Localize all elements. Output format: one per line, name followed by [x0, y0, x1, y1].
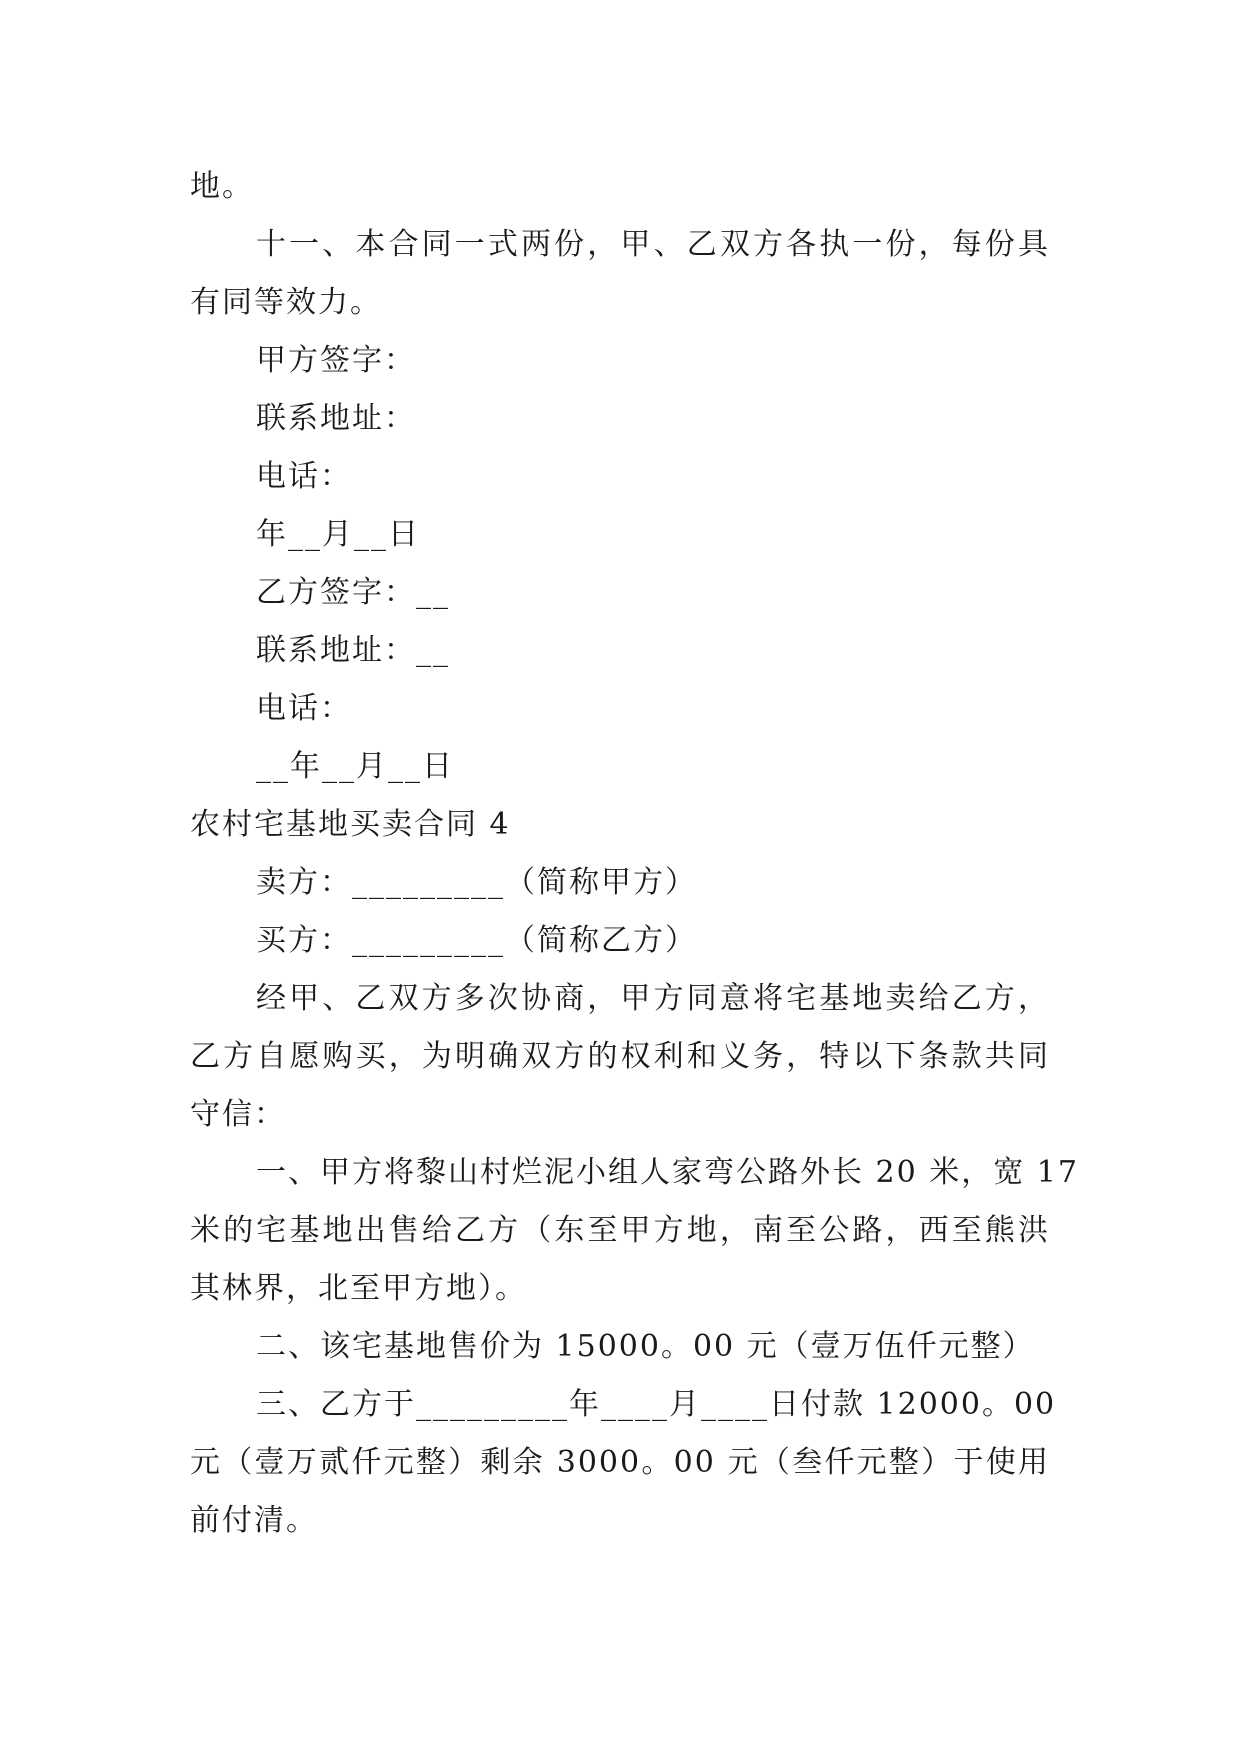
party-a-date-line: 年__月__日	[256, 517, 420, 552]
party-a-address-label: 联系地址：	[256, 401, 416, 436]
party-b-phone-label: 电话：	[256, 691, 352, 726]
document-page	[190, 158, 1079, 1550]
clause-eleven: 十一、本合同一式两份，甲、乙双方各执一份，每份具	[256, 227, 1050, 262]
party-b-signature-label: 乙方签字：__	[256, 575, 450, 610]
paragraph-continuation: 地。	[190, 169, 254, 204]
clause-three-line-3: 前付清。	[190, 1503, 318, 1538]
contract-title: 农村宅基地买卖合同 4	[190, 807, 511, 842]
preamble-line-2: 乙方自愿购买，为明确双方的权利和义务，特以下条款共同	[190, 1039, 1050, 1074]
party-a-signature-label: 甲方签字：	[256, 343, 416, 378]
clause-three-line-2: 元（壹万贰仟元整）剩余 3000。00 元（叁仟元整）于使用	[190, 1445, 1050, 1480]
clause-one-line-1: 一、甲方将黎山村烂泥小组人家弯公路外长 20 米，宽 17	[256, 1155, 1079, 1190]
clause-eleven-continuation: 有同等效力。	[190, 285, 382, 320]
seller-line: 卖方：_________（简称甲方）	[256, 865, 697, 900]
party-a-phone-label: 电话：	[256, 459, 352, 494]
preamble-line-1: 经甲、乙双方多次协商，甲方同意将宅基地卖给乙方，	[256, 981, 1050, 1016]
clause-one-line-3: 其林界，北至甲方地）。	[190, 1271, 527, 1306]
party-b-date-line: __年__月__日	[256, 749, 454, 784]
clause-one-line-2: 米的宅基地出售给乙方（东至甲方地，南至公路，西至熊洪	[190, 1213, 1050, 1248]
buyer-line: 买方：_________（简称乙方）	[256, 923, 697, 958]
party-b-address-label: 联系地址：__	[256, 633, 450, 668]
preamble-line-3: 守信：	[190, 1097, 286, 1132]
clause-two: 二、该宅基地售价为 15000。00 元（壹万伍仟元整）	[256, 1329, 1035, 1364]
clause-three-line-1: 三、乙方于_________年____月____日付款 12000。00	[256, 1387, 1057, 1422]
